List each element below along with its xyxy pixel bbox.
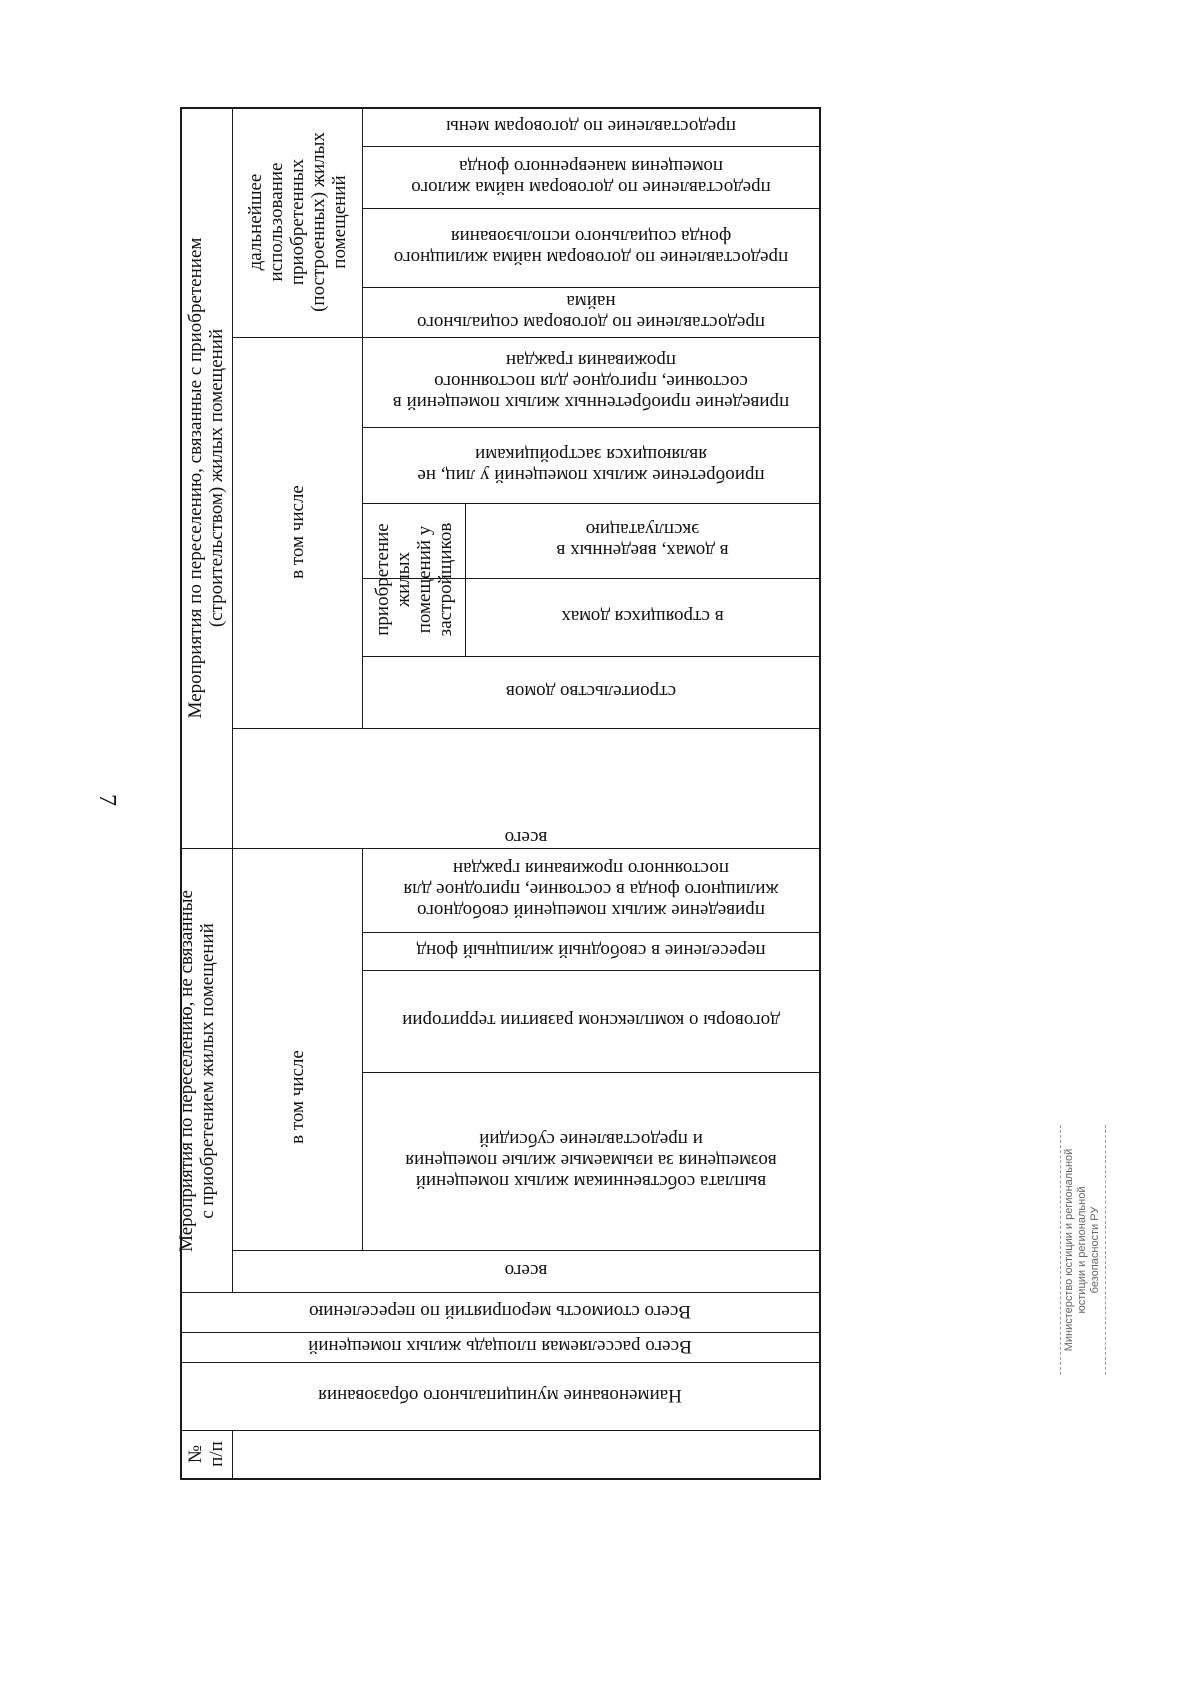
group2-social-rent: предоставление по договорам социального найма: [417, 291, 766, 333]
col-total-area: Всего расселяемая площадь жилых помещений: [308, 1336, 692, 1358]
group2-total: всего: [504, 827, 548, 848]
group1-total: всего: [504, 1260, 548, 1282]
group1-sub-2: договоры о комплексном развитии территории: [402, 1010, 780, 1032]
group2-construction: строительство домов: [505, 681, 677, 703]
group2-commissioned: в домах, введенных в эксплуатацию: [556, 519, 729, 562]
group1-sub-3: переселение в свободный жилищный фонд: [416, 940, 766, 962]
group2-non-developers: приобретение жилых помещений у лиц, не являющихся застройщиками: [417, 444, 765, 486]
group1-sub-1: выплата собственникам жилых помещений возмещения за изымаемые жилые помещения и предоставление субсидий: [405, 1129, 777, 1193]
group2-further-use: дальнейшее использование приобретенных (построенных) жилых помещений: [244, 132, 350, 312]
group2-under-construction: в строящихся домах: [561, 606, 724, 628]
group1-sub-4: приведение жилых помещений свободного жилищного фонда в состояние, пригодное для постоянного проживания граждан: [403, 858, 779, 922]
group2-maneuver-rent: предоставление по договорам найма жилого помещения маневренного фонда: [411, 156, 771, 198]
group1-incl: в том числе: [286, 1050, 308, 1144]
stamp-line-2: юстиции и региональной: [1076, 1186, 1088, 1314]
group2-from-developers: приобретение жилых помещений у застройщиков: [371, 522, 456, 637]
group2-title: Мероприятия по переселению, связанные с приобретением (строительством) жилых помещений: [185, 237, 227, 719]
group2-bring-condition: приведение приобретенных жилых помещений в состояние, пригодное для постоянного проживания граждан: [392, 350, 790, 414]
group2-commercial-rent: предоставление по договорам найма жилищного фонда социального использования: [393, 226, 789, 269]
group2-incl: в том числе: [286, 485, 308, 579]
col-total-cost: Всего стоимость мероприятий по переселению: [308, 1301, 692, 1323]
registration-stamp: [1060, 1125, 1106, 1375]
page-number: 7: [94, 794, 121, 806]
group2-exchange: предоставление по договорам мены: [446, 116, 736, 137]
stamp-line-1: Министерство юстиции и региональной: [1063, 1148, 1075, 1352]
col-municipality: Наименование муниципального образования: [318, 1385, 682, 1407]
col-no: № п/п: [185, 1441, 227, 1467]
group1-title: Мероприятия по переселению, не связанные с приобретением жилых помещений: [176, 890, 218, 1252]
stamp-line-3: безопасности РУ: [1089, 1206, 1101, 1294]
